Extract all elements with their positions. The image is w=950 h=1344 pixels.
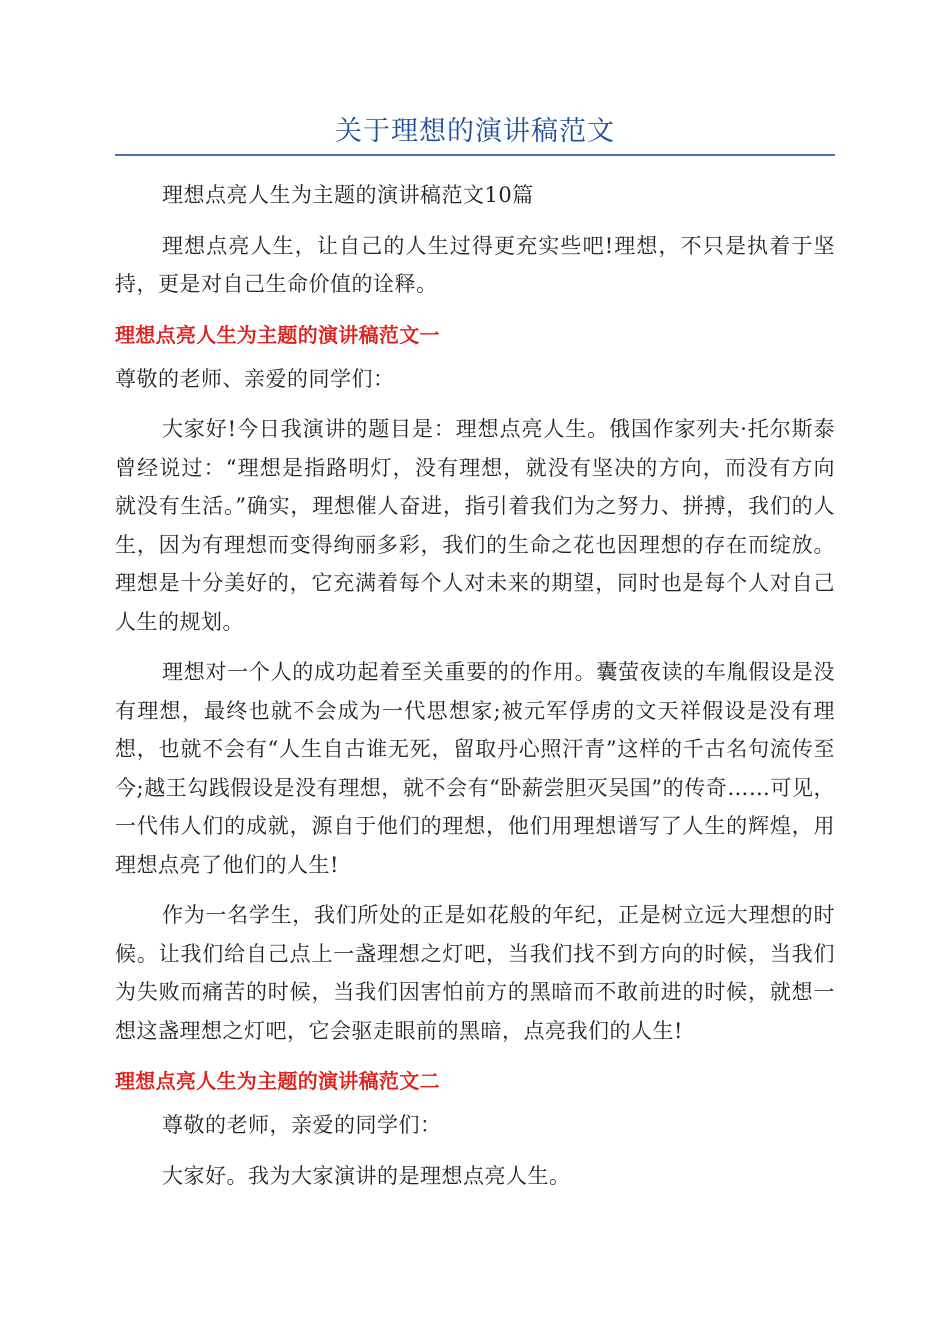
- body-paragraph: 大家好!今日我演讲的题目是：理想点亮人生。俄国作家列夫·托尔斯泰曾经说过：“理想是指路明灯，没有理想，就没有坚决的方向，而没有方向就没有生活。”确实，理想催人奋进，指引着我们为之努力、拼搏，我们的人生，因为有理想而变得绚丽多彩，我们的生命之花也因理想的存在而绽放。理想是十分美好的，它充满着每个人对未来的期望，同时也是每个人对自己人生的规划。: [115, 417, 835, 634]
- greeting-paragraph: 尊敬的老师、亲爱的同学们：: [115, 366, 395, 391]
- body-paragraph: 大家好。我为大家演讲的是理想点亮人生。: [162, 1163, 571, 1188]
- greeting-paragraph: 尊敬的老师，亲爱的同学们：: [162, 1113, 442, 1137]
- body-paragraph: 理想对一个人的成功起着至关重要的的作用。囊萤夜读的车胤假设是没有理想，最终也就不会成为一代思想家;被元军俘虏的文天祥假设是没有理想，也就不会有“人生自古谁无死，留取丹心照汗青”这样的千古名句流传至今;越王勾践假设是没有理想，就不会有“卧薪尝胆灭吴国”的传奇……可见，一代伟人们的成就，源自于他们的理想，他们用理想谱写了人生的辉煌，用理想点亮了他们的人生!: [115, 660, 835, 877]
- title-underline: [115, 154, 835, 156]
- section-heading-one: 理想点亮人生为主题的演讲稿范文一: [115, 322, 440, 347]
- section-heading-two: 理想点亮人生为主题的演讲稿范文二: [115, 1069, 440, 1093]
- intro-paragraph: 理想点亮人生，让自己的人生过得更充实些吧!理想，不只是执着于坚持，更是对自己生命价值的诠释。: [115, 233, 835, 296]
- document-body: [115, 176, 835, 1207]
- document-title: 关于理想的演讲稿范文: [335, 116, 615, 147]
- body-paragraph: 作为一名学生，我们所处的正是如花般的年纪，正是树立远大理想的时候。让我们给自己点上一盏理想之灯吧，当我们找不到方向的时候，当我们为失败而痛苦的时候，当我们因害怕前方的黑暗而不敢前进的时候，就想一想这盏理想之灯吧，它会驱走眼前的黑暗，点亮我们的人生!: [115, 903, 835, 1043]
- subtitle-paragraph: 理想点亮人生为主题的演讲稿范文10篇: [162, 183, 534, 207]
